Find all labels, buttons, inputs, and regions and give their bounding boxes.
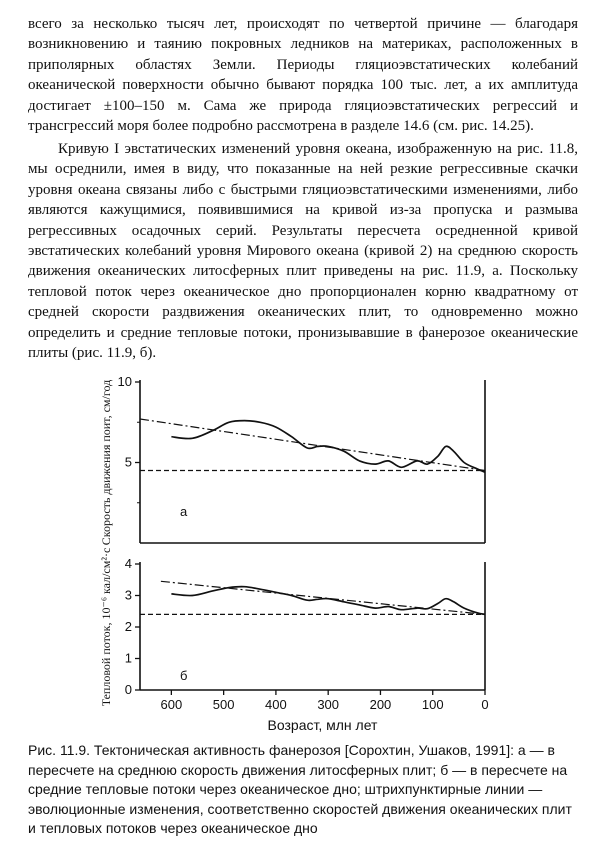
y-tick-label-b-4: 4 [124,556,132,571]
y-axis-label-a: Скорость движения поит, см/год [99,379,113,546]
x-tick-label-3: 300 [317,697,340,712]
figure-caption [28,741,580,839]
x-tick-label-5: 100 [421,697,444,712]
y-tick-label-b-1: 1 [124,650,132,666]
y-tick-label-b-2: 2 [124,619,132,634]
x-tick-label-2: 400 [265,697,287,712]
panel-letter-b: б [180,668,188,683]
x-tick-label-6: 0 [481,697,489,712]
paragraph-1-text: всего за несколько тысяч лет, происходят по четвертой причине — благодаря возникновению и таянию покровных ледников на материках, расположенных в приполярных областях Земли. Периоды гляциоэвстатических колебаний океанической поверхности обычно бывают порядка 100 тыс. лет, а их амплитуда достигает ±100–150 м. Сама же природа гляциоэвстатических регрессий и трансгрессий моря более подробно рассмотрена в разделе 14.6 (см. рис. 14.25). [28,16,578,135]
x-tick-label-4: 200 [369,697,392,712]
data-curve-b [171,587,485,615]
y-tick-label-b-0: 0 [124,682,132,697]
data-curve-a [171,421,485,473]
chart-svg [95,368,510,738]
trend-line-a [140,419,485,471]
x-tick-label-1: 500 [212,697,235,712]
caption-text: Рис. 11.9. Тектоническая активность фанерозоя [Сорохтин, Ушаков, 1991]: а — в пересчете на среднюю скорость движения литосферных плит; б — в пересчете на средние тепловые потоки через океаническое дно; штрихпунктирные линии — эволюционные изменения, соответственно скоростей движения океанических плит и тепловых потоков через океаническое дно [28,742,572,837]
panel-letter-a: а [180,504,188,519]
y-axis-label-b: Тепловой поток, 10⁻⁶ кал/см²·с [99,547,113,707]
y-tick-label-a-0: 5 [124,454,132,470]
paragraph-2-text: Кривую I эвстатических изменений уровня океана, изображенную на рис. 11.8, мы осреднили, имея в виду, что показанные на ней резкие регрессивные скачки уровня океана связаны либо с быстрыми гляциоэвстатическими изменениями, либо являются кажущимися, появившимися на кривой из-за пропуска и размыва регрессивных осадочных серий. Результаты пересчета осредненной кривой эвстатических колебаний уровня Мирового океана (кривой 2) на среднюю скорость движения океанических литосферных плит приведены на рис. 11.9, а. Поскольку тепловой поток через океаническое дно пропорционален корню квадратному от средней скорости раздвижения океанических плит, то одновременно можно определить и средние тепловые потоки, пронизывавшие в фанерозое океанические плиты (рис. 11.9, б). [28,141,578,362]
y-tick-label-b-3: 3 [124,587,132,603]
figure-11-9 [95,368,510,738]
panel-b [99,548,485,707]
panel-a [99,374,485,545]
x-axis-label: Возраст, млн лет [267,717,378,733]
y-tick-label-a-1: 10 [117,374,132,389]
paragraph-1 [28,14,578,136]
paragraph-2 [28,139,578,363]
x-tick-label-0: 600 [160,697,183,712]
